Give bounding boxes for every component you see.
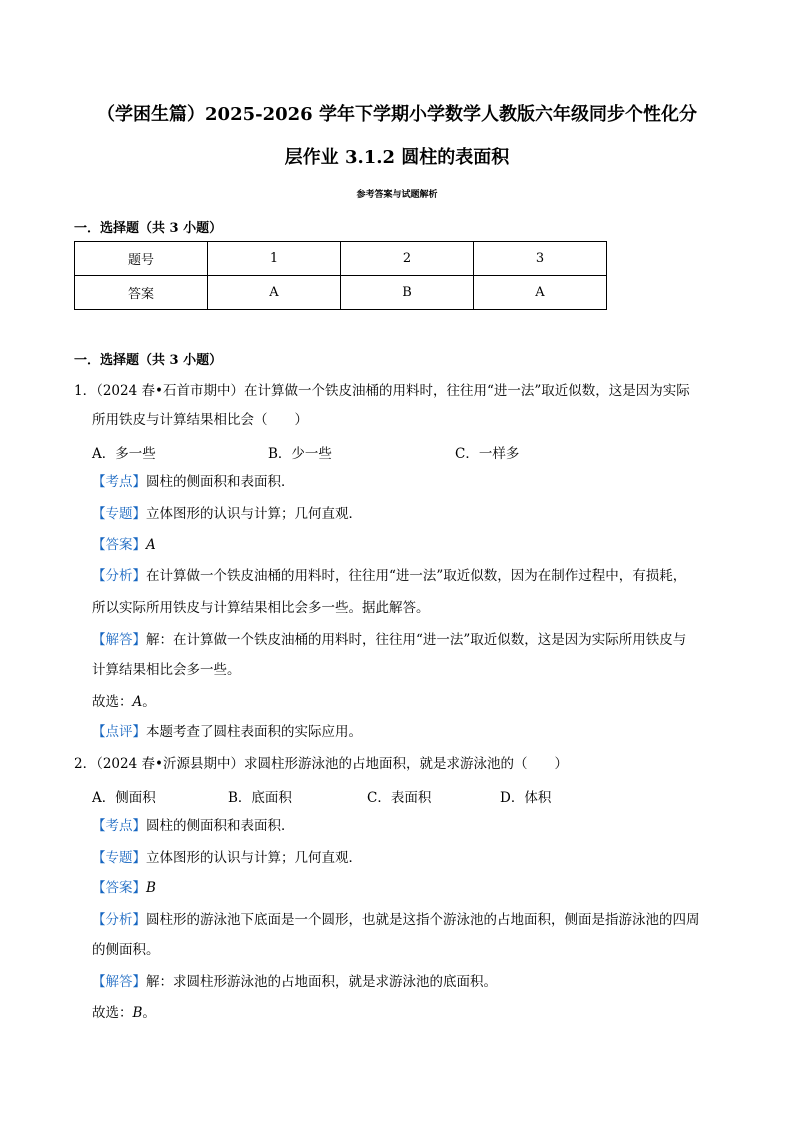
q1-jieda-line-2: 计算结果相比会多一些。 — [92, 662, 241, 678]
q2-zhuanti-text: 立体图形的认识与计算；几何直观． — [146, 850, 362, 866]
q1-zhuanti — [92, 504, 362, 524]
q1-guxuan-value: A — [132, 694, 143, 710]
table-cell: A — [208, 276, 341, 310]
q1-kaodian-text: 圆柱的侧面积和表面积． — [146, 474, 295, 490]
q2-option-a: A．侧面积 — [92, 790, 156, 806]
daan-tag: 【答案】 — [92, 880, 146, 896]
kaodian-tag: 【考点】 — [92, 474, 146, 490]
q1-stem-line-2: 所用铁皮与计算结果相比会（ ） — [92, 412, 308, 428]
q1-dianping — [92, 722, 362, 742]
q1-guxuan — [92, 692, 156, 712]
q1-fenxi-line-2: 所以实际所用铁皮与计算结果相比会多一些。据此解答。 — [92, 600, 430, 616]
q2-guxuan-prefix: 故选： — [92, 1005, 133, 1021]
q1-guxuan-prefix: 故选： — [92, 694, 133, 710]
q2-guxuan — [92, 1003, 156, 1023]
q1-answer-value: A — [146, 537, 156, 553]
q1-dianping-text: 本题考查了圆柱表面积的实际应用。 — [146, 724, 362, 740]
q1-option-c: C．一样多 — [455, 446, 520, 462]
q2-zhuanti — [92, 848, 362, 868]
page-subtitle: 参考答案与试题解析 — [356, 190, 438, 200]
q2-stem-line-1: 2．（2024 春•沂源县期中）求圆柱形游泳池的占地面积，就是求游泳池的（ ） — [74, 756, 568, 772]
q2-fenxi-text-1: 圆柱形的游泳池下底面是一个圆形，也就是这指个游泳池的占地面积，侧面是指游泳池的四周 — [146, 912, 700, 928]
q2-guxuan-value: B — [132, 1005, 143, 1021]
q1-fenxi-line-1 — [92, 566, 686, 586]
table-row — [75, 242, 607, 276]
table-cell: 2 — [341, 242, 474, 276]
zhuanti-tag: 【专题】 — [92, 850, 146, 866]
q1-jieda-line-1 — [92, 630, 686, 650]
page-title-line-1: （学困生篇）2025-2026 学年下学期小学数学人教版六年级同步个性化分 — [97, 104, 697, 125]
q1-answer — [92, 535, 156, 555]
table-row — [75, 276, 607, 310]
table-cell: A — [474, 276, 607, 310]
q1-stem-line-1: 1．（2024 春•石首市期中）在计算做一个铁皮油桶的用料时，往往用“进一法”取近似数，这是因为实际 — [74, 383, 690, 399]
fenxi-tag: 【分析】 — [92, 568, 146, 584]
section-heading: 一．选择题（共 3 小题） — [74, 221, 223, 236]
q1-kaodian — [92, 472, 295, 492]
jieda-tag: 【解答】 — [92, 974, 146, 990]
q2-guxuan-suffix: 。 — [142, 1005, 156, 1021]
q2-answer — [92, 878, 156, 898]
q2-option-c: C．表面积 — [367, 790, 432, 806]
table-cell: 1 — [208, 242, 341, 276]
section-heading-repeat: 一．选择题（共 3 小题） — [74, 353, 223, 368]
q1-zhuanti-text: 立体图形的认识与计算；几何直观． — [146, 506, 362, 522]
q1-fenxi-text-1: 在计算做一个铁皮油桶的用料时，往往用“进一法”取近似数，因为在制作过程中，有损耗， — [146, 568, 687, 584]
table-cell: 3 — [474, 242, 607, 276]
table-cell: B — [341, 276, 474, 310]
table-cell: 答案 — [75, 276, 208, 310]
q1-jieda-text-1: 解：在计算做一个铁皮油桶的用料时，往往用“进一法”取近似数，这是因为实际所用铁皮与 — [146, 632, 687, 648]
q1-option-b: B．少一些 — [268, 446, 332, 462]
table-cell: 题号 — [75, 242, 208, 276]
q2-answer-value: B — [146, 880, 156, 896]
q2-option-d: D．体积 — [500, 790, 552, 806]
q2-jieda-text-1: 解：求圆柱形游泳池的占地面积，就是求游泳池的底面积。 — [146, 974, 497, 990]
q2-fenxi-line-1 — [92, 910, 700, 930]
zhuanti-tag: 【专题】 — [92, 506, 146, 522]
fenxi-tag: 【分析】 — [92, 912, 146, 928]
q2-kaodian — [92, 816, 295, 836]
q2-jieda-line-1 — [92, 972, 497, 992]
q1-guxuan-suffix: 。 — [142, 694, 156, 710]
jieda-tag: 【解答】 — [92, 632, 146, 648]
dianping-tag: 【点评】 — [92, 724, 146, 740]
page-title-line-2: 层作业 3.1.2 圆柱的表面积 — [284, 147, 510, 168]
kaodian-tag: 【考点】 — [92, 818, 146, 834]
q2-option-b: B．底面积 — [228, 790, 292, 806]
answer-table — [74, 241, 607, 310]
q2-kaodian-text: 圆柱的侧面积和表面积． — [146, 818, 295, 834]
daan-tag: 【答案】 — [92, 537, 146, 553]
q2-fenxi-line-2: 的侧面积。 — [92, 942, 160, 958]
q1-option-a: A．多一些 — [92, 446, 156, 462]
